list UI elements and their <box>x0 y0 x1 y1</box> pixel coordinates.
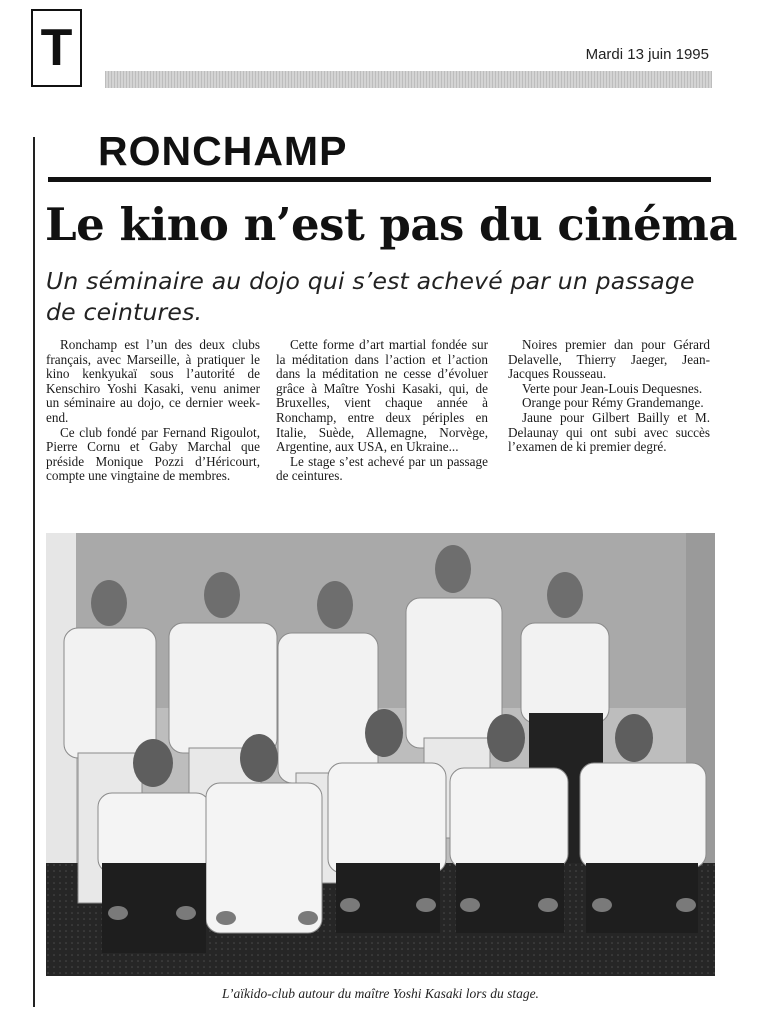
text-column-2 <box>276 338 488 484</box>
paragraph: Ce club fondé par Fernand Rigoulot, Pierre Cornu et Gaby Marchal que préside Monique Pozzi d’Héricourt, compte une vingtaine de membres. <box>46 424 260 484</box>
newspaper-logo: T <box>31 9 82 87</box>
paragraph: Noires premier dan pour Gérard Delavelle, Thierry Jaeger, Jean-Jacques Rousseau. <box>508 337 710 382</box>
paragraph: Le stage s’est achevé par un passage de ceintures. <box>276 453 488 484</box>
text-column-3 <box>508 338 710 455</box>
section-divider <box>48 177 711 182</box>
paragraph: Orange pour Rémy Grandemange. <box>522 395 704 411</box>
section-title: RONCHAMP <box>98 128 348 174</box>
paragraph: Verte pour Jean-Louis Dequesnes. <box>522 380 703 396</box>
header-shaded-bar <box>105 71 712 88</box>
text-column-1 <box>46 338 260 484</box>
group-photo <box>46 533 715 976</box>
issue-date: Mardi 13 juin 1995 <box>585 46 709 63</box>
article-headline: Le kino n’est pas du cinéma <box>45 198 737 251</box>
paragraph: Jaune pour Gilbert Bailly et M. Delaunay qui ont subi avec succès l’examen de ki premier degré. <box>508 409 710 455</box>
photo-caption: L’aïkido-club autour du maître Yoshi Kasaki lors du stage. <box>222 986 539 1001</box>
paragraph: Ronchamp est l’un des deux clubs français, avec Marseille, à pratiquer le kino kenkyukaï sous l’autorité de Kenschiro Yoshi Kasaki, venu animer un séminaire au dojo, ce dernier week-end. <box>46 337 260 425</box>
paragraph: Cette forme d’art martial fondée sur la méditation dans l’action et l’action dans la méditation ne cesse d’évoluer grâce à Maître Yoshi Kasaki, qui, de Bruxelles, vient chaque année à Ronchamp, entre deux périples en Italie, Suède, Allemagne, Norvège, Argentine, aux USA, en Ukraine... <box>276 337 488 455</box>
margin-rule <box>33 137 35 1007</box>
article-subhead: Un séminaire au dojo qui s’est achevé par un passage de ceintures. <box>46 267 695 326</box>
